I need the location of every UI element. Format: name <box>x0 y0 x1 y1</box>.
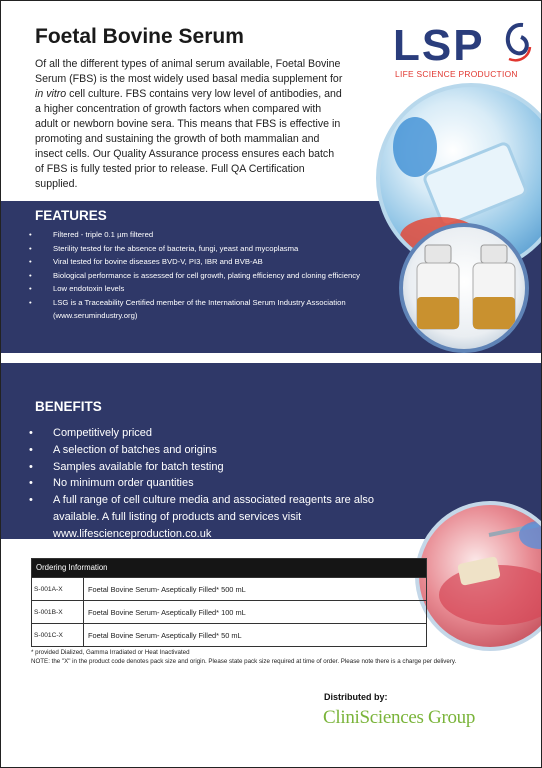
product-description: Foetal Bovine Serum- Aseptically Filled* 500 mL <box>88 585 246 594</box>
product-code: S-001A-X <box>32 578 84 600</box>
bottles-photo-circle <box>399 223 529 353</box>
footnote-processing: * provided Dialized, Gamma Irradiated or Heat Inactivated <box>31 649 190 656</box>
table-row <box>32 600 426 623</box>
intro-text-2: cell culture. FBS contains very low level of antibodies, and a higher concentration of growth factors when compared with adult or newborn bovine sera. This means that FBS is effective in promoting and sustaining the growth of both mammalian and insect cells. Our Quality Assurance process ensures each batch of FBS is fully tested prior to release. Full QA Certification supplied. <box>35 88 342 190</box>
table-row <box>32 577 426 600</box>
benefit-item: • Competitively priced <box>25 425 381 442</box>
intro-italic: in vitro <box>35 88 67 100</box>
page-title: Foetal Bovine Serum <box>35 25 244 48</box>
benefits-heading: BENEFITS <box>35 399 102 414</box>
distributor-label: Distributed by: <box>324 692 388 702</box>
product-code: S-001B-X <box>32 601 84 623</box>
feature-item: • Biological performance is assessed for cell growth, plating efficiency and cloning efficiency <box>25 270 375 283</box>
feature-item: • Viral tested for bovine diseases BVD-V, PI3, IBR and BVB-AB <box>25 256 375 269</box>
features-list <box>25 229 375 323</box>
table-row <box>32 623 426 646</box>
benefit-item: • A full range of cell culture media and associated reagents are also available. A full listing of products and services visit www.lifescienceproduction.co.uk <box>25 492 381 542</box>
intro-text-1: Of all the different types of animal serum available, Foetal Bovine Serum (FBS) is the most widely used basal media supplement for <box>35 58 343 85</box>
footnote-product-code: NOTE: the "X" in the product code denotes pack size and origin. Please state pack size required at time of order. Please note there is a charge per delivery. <box>31 658 457 665</box>
feature-item: • Low endotoxin levels <box>25 283 375 296</box>
logo-subtitle: LIFE SCIENCE PRODUCTION <box>395 69 518 79</box>
benefit-item: • A selection of batches and origins <box>25 442 381 459</box>
feature-item: • Sterility tested for the absence of bacteria, fungi, yeast and mycoplasma <box>25 243 375 256</box>
product-description: Foetal Bovine Serum- Aseptically Filled* 100 mL <box>88 608 246 617</box>
petri-dish-image <box>419 505 542 651</box>
distributor-brand: CliniSciences Group <box>323 707 476 728</box>
logo-swirl-icon <box>499 19 533 65</box>
benefit-item: • Samples available for batch testing <box>25 459 381 476</box>
feature-item: • Filtered - triple 0.1 µm filtered <box>25 229 375 242</box>
ordering-table <box>31 558 427 647</box>
product-description: Foetal Bovine Serum- Aseptically Filled* 50 mL <box>88 631 242 640</box>
product-code: S-001C-X <box>32 624 84 646</box>
feature-item: • LSG is a Traceability Certified member of the International Serum Industry Association (www.serumindustry.org) <box>25 297 375 322</box>
logo-text: LSP <box>393 21 485 70</box>
ordering-table-header: Ordering Information <box>32 559 426 577</box>
intro-paragraph <box>35 57 345 192</box>
benefit-item: • No minimum order quantities <box>25 475 381 492</box>
benefits-list <box>25 425 381 543</box>
features-heading: FEATURES <box>35 208 107 223</box>
lsp-logo <box>393 15 533 85</box>
